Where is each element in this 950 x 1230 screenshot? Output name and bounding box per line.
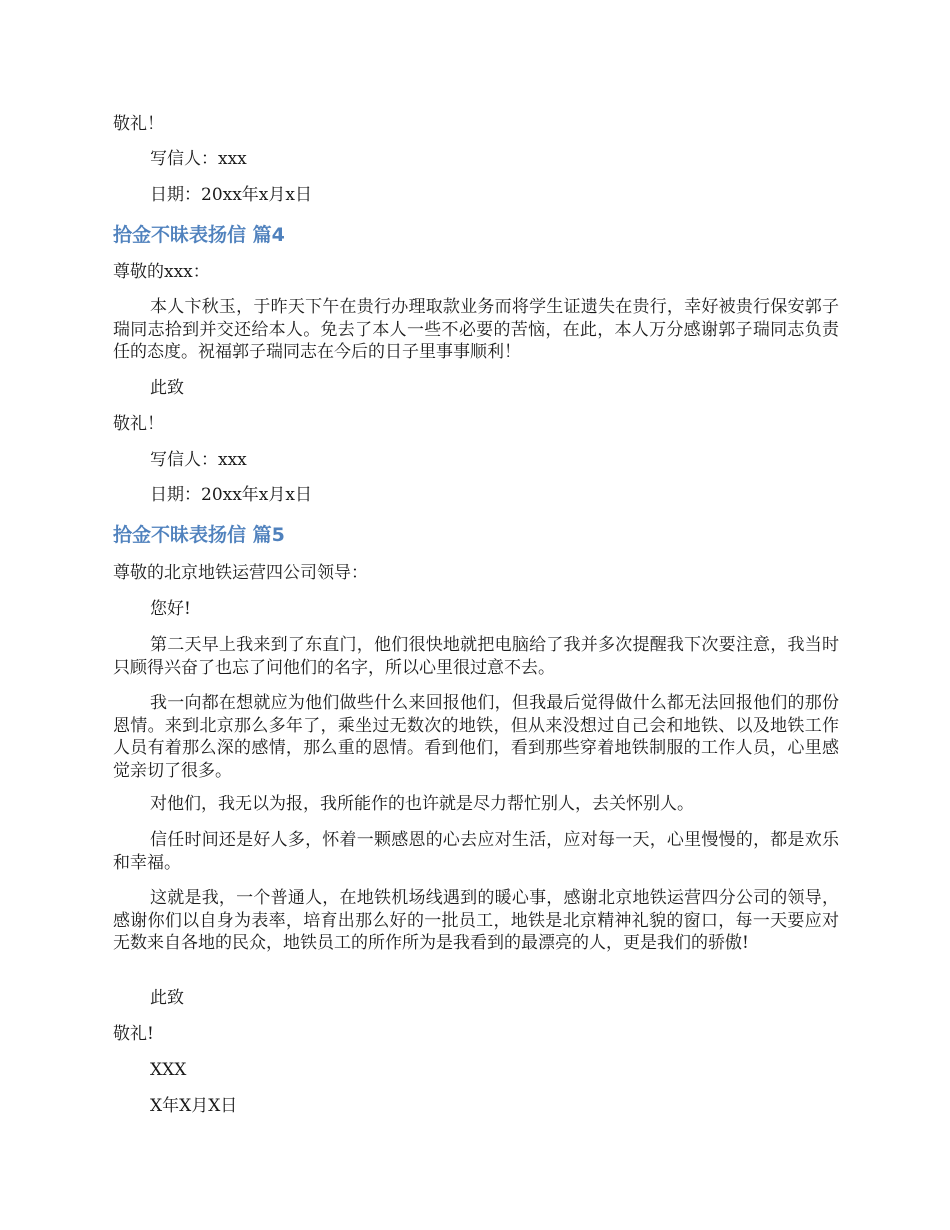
salutation-line: 尊敬的北京地铁运营四公司领导： [113,563,368,583]
section-5-heading: 拾金不昧表扬信 篇5 [113,524,285,546]
body-paragraph: 这就是我，一个普通人，在地铁机场线遇到的暖心事，感谢北京地铁运营四分公司的领导，感谢你们以自身为表率，培育出那么好的一批员工，地铁是北京精神礼貌的窗口，每一天要应对无数来自各地的民众，地铁员工的所作所为是我看到的最漂亮的人，更是我们的骄傲! [113,888,839,953]
body-paragraph: 本人卞秋玉，于昨天下午在贵行办理取款业务而将学生证遗失在贵行，幸好被贵行保安郭子瑞同志拾到并交还给本人。免去了本人一些不必要的苦恼，在此，本人万分感谢郭子瑞同志负责任的态度。祝福郭子瑞同志在今后的日子里事事顺利！ [113,297,839,362]
body-paragraph: 我一向都在想就应为他们做些什么来回报他们，但我最后觉得做什么都无法回报他们的那份恩情。来到北京那么多年了，乘坐过无数次的地铁，但从来没想过自己会和地铁、以及地铁工作人员有着那么深的感情，那么重的恩情。看到他们，看到那些穿着地铁制服的工作人员，心里感觉亲切了很多。 [113,693,839,781]
writer-line: 写信人：xxx [150,450,247,470]
cizhi-line: 此致 [150,988,184,1008]
closing-line: 敬礼! [113,1024,154,1044]
salutation-line: 尊敬的xxx： [113,262,210,282]
closing-line: 敬礼！ [113,414,164,434]
closing-line: 敬礼！ [113,114,164,134]
writer-line: 写信人：xxx [150,149,247,169]
signature-line: XXX [150,1060,187,1080]
date-line: X年X月X日 [150,1096,238,1116]
date-line: 日期：20xx年x月x日 [150,485,312,505]
greeting-line: 您好! [150,599,191,619]
section-4-heading: 拾金不昧表扬信 篇4 [113,224,285,246]
date-line: 日期：20xx年x月x日 [150,185,312,205]
body-paragraph: 信任时间还是好人多，怀着一颗感恩的心去应对生活，应对每一天，心里慢慢的，都是欢乐和幸福。 [113,830,839,873]
body-paragraph: 第二天早上我来到了东直门，他们很快地就把电脑给了我并多次提醒我下次要注意，我当时只顾得兴奋了也忘了问他们的名字，所以心里很过意不去。 [113,635,839,678]
cizhi-line: 此致 [150,378,184,398]
body-paragraph: 对他们，我无以为报，我所能作的也许就是尽力帮忙别人，去关怀别人。 [150,794,694,814]
document-page [113,0,839,1230]
